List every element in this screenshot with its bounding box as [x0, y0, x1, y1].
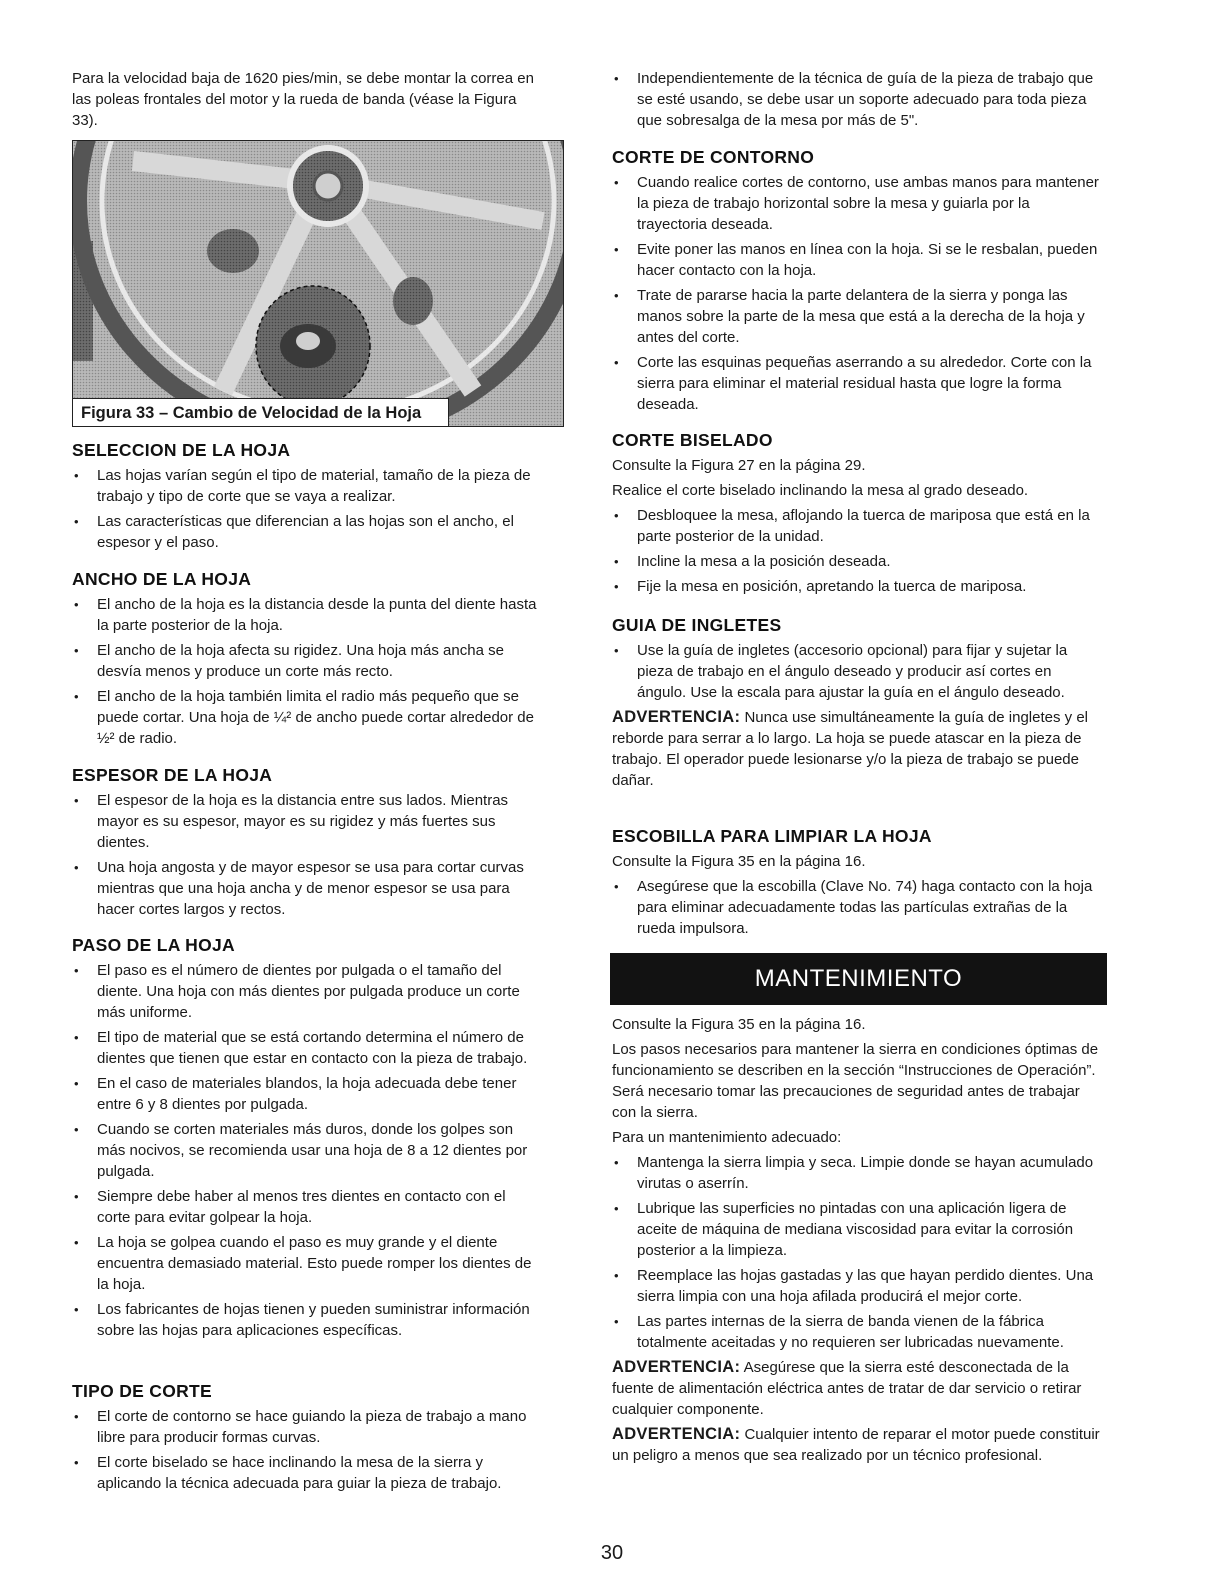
list-item: • Siempre debe haber al menos tres dientes en contacto con el corte para evitar golpear la hoja. — [72, 1186, 542, 1228]
list-item: • Las partes internas de la sierra de banda vienen de la fábrica totalmente aceitadas y no requieren ser lubricadas nuevamente. — [612, 1311, 1102, 1353]
heading-ingletes: GUIA DE INGLETES — [612, 615, 782, 635]
list-item: • El ancho de la hoja es la distancia desde la punta del diente hasta la parte posterior de la hoja. — [72, 594, 542, 636]
heading-escobilla: ESCOBILLA PARA LIMPIAR LA HOJA — [612, 826, 932, 846]
mantenimiento-lead: Para un mantenimiento adecuado: — [612, 1129, 842, 1146]
heading-seleccion: SELECCION DE LA HOJA — [72, 440, 291, 460]
section-contorno — [612, 146, 1102, 419]
list-item: • Corte las esquinas pequeñas aserrando a su alrededor. Corte con la sierra para eliminar el material residual hasta que logre la forma deseada. — [612, 352, 1102, 415]
list-item: • Evite poner las manos en línea con la hoja. Si se le resbalan, pueden hacer contacto con la hoja. — [612, 239, 1102, 281]
mantenimiento-intro: Los pasos necesarios para mantener la sierra en condiciones óptimas de funcionamiento se describen en la sección “Instrucciones de Operación”. Será necesario tomar las precauciones de seguridad antes de trabajar con la sierra. — [612, 1041, 1099, 1121]
biselado-ref: Consulte la Figura 27 en la página 29. — [612, 457, 866, 474]
list-item: • En el caso de materiales blandos, la hoja adecuada debe tener entre 6 y 8 dientes por pulgada. — [72, 1073, 542, 1115]
section-tipo — [72, 1380, 542, 1498]
heading-biselado: CORTE BISELADO — [612, 430, 773, 450]
list-item: • El espesor de la hoja es la distancia entre sus lados. Mientras mayor es su espesor, mayor es su rigidez y más fuertes sus dientes. — [72, 790, 542, 853]
page-number: 30 — [600, 1542, 624, 1564]
list-item: • Una hoja angosta y de mayor espesor se usa para cortar curvas mientras que una hoja ancha y de menor espesor se usa para hacer cortes largos y rectos. — [72, 857, 542, 920]
section-seleccion — [72, 439, 542, 557]
list-item: • La hoja se golpea cuando el paso es muy grande y el diente encuentra demasiado material. Esto puede romper los dientes de la hoja. — [72, 1232, 542, 1295]
warning-text: Nunca use simultáneamente la guía de ingletes y el reborde para serrar a lo largo. La hoja se puede atascar en la pieza de trabajo. El operador puede lesionarse y/o la pieza de trabajo se puede dañar. — [612, 709, 1088, 789]
intro-text: Para la velocidad baja de 1620 pies/min, se debe montar la correa en las poleas frontales del motor y la rueda de banda (véase la Figura 33). — [72, 70, 534, 129]
mantenimiento-ref: Consulte la Figura 35 en la página 16. — [612, 1016, 866, 1033]
figure-caption: Figura 33 – Cambio de Velocidad de la Hoja — [73, 398, 449, 426]
list-item: • El ancho de la hoja también limita el radio más pequeño que se puede cortar. Una hoja de ¼² de ancho puede cortar alrededor de ½² de radio. — [72, 686, 542, 749]
list-item: • Cuando realice cortes de contorno, use ambas manos para mantener la pieza de trabajo horizontal sobre la mesa y guiarla por la trayectoria deseada. — [612, 172, 1102, 235]
list-item: • Use la guía de ingletes (accesorio opcional) para fijar y sujetar la pieza de trabajo en el ángulo deseado y producir así cortes en ángulo. Use la escala para ajustar la guía en el ángulo deseado. — [612, 640, 1102, 703]
heading-espesor: ESPESOR DE LA HOJA — [72, 765, 273, 785]
section-mantenimiento — [612, 1014, 1102, 1466]
list-item: • Incline la mesa a la posición deseada. — [612, 551, 1102, 572]
list-item: • Los fabricantes de hojas tienen y pueden suministrar información sobre las hojas para aplicaciones específicas. — [72, 1299, 542, 1341]
heading-contorno: CORTE DE CONTORNO — [612, 147, 815, 167]
list-item: • Reemplace las hojas gastadas y las que hayan perdido dientes. Una sierra limpia con una hoja afilada producirá el mejor corte. — [612, 1265, 1102, 1307]
warning-label: ADVERTENCIA: — [612, 1358, 741, 1376]
list-item: • Asegúrese que la escobilla (Clave No. 74) haga contacto con la hoja para eliminar adecuadamente todas las partículas extrañas de la rueda impulsora. — [612, 876, 1102, 939]
list-item: • El tipo de material que se está cortando determina el número de dientes que tienen que estar en contacto con la pieza de trabajo. — [72, 1027, 542, 1069]
section-paso — [72, 934, 542, 1345]
section-espesor — [72, 764, 542, 924]
list-item: • Desbloquee la mesa, aflojando la tuerca de mariposa que está en la parte posterior de la unidad. — [612, 505, 1102, 547]
heading-tipo: TIPO DE CORTE — [72, 1381, 213, 1401]
list-item: • Las hojas varían según el tipo de material, tamaño de la pieza de trabajo y tipo de corte que se vaya a realizar. — [72, 465, 542, 507]
list-item: • Independientemente de la técnica de guía de la pieza de trabajo que se esté usando, se debe usar un soporte adecuado para toda pieza que sobresalga de la mesa por más de 5". — [612, 68, 1102, 131]
section-right-top — [612, 68, 1102, 135]
biselado-intro: Realice el corte biselado inclinando la mesa al grado deseado. — [612, 482, 1029, 499]
section-ingletes — [612, 614, 1102, 791]
escobilla-ref: Consulte la Figura 35 en la página 16. — [612, 853, 866, 870]
intro-paragraph — [72, 68, 542, 131]
list-item: • Trate de pararse hacia la parte delantera de la sierra y ponga las manos sobre la parte de la mesa que está a la derecha de la hoja y antes del corte. — [612, 285, 1102, 348]
mantenimiento-banner: MANTENIMIENTO — [610, 953, 1107, 1005]
section-biselado — [612, 429, 1102, 601]
list-item: • Lubrique las superficies no pintadas con una aplicación ligera de aceite de máquina de mediana viscosidad para evitar la corrosión posterior a la limpieza. — [612, 1198, 1102, 1261]
list-item: • Las características que diferencian a las hojas son el ancho, el espesor y el paso. — [72, 511, 542, 553]
warning-label: ADVERTENCIA: — [612, 1425, 741, 1443]
figure-33 — [72, 140, 564, 427]
ingletes-warning — [612, 707, 1102, 791]
list-item: • Cuando se corten materiales más duros, donde los golpes son más nocivos, se recomienda usar una hoja de 8 a 12 dientes por pulgada. — [72, 1119, 542, 1182]
warning-text: Cualquier intento de reparar el motor puede constituir un peligro a menos que sea realizado por un técnico profesional. — [612, 1426, 1100, 1464]
list-item: • Mantenga la sierra limpia y seca. Limpie donde se hayan acumulado virutas o aserrín. — [612, 1152, 1102, 1194]
section-escobilla — [612, 825, 1102, 943]
mantenimiento-warning-1 — [612, 1357, 1102, 1420]
heading-ancho: ANCHO DE LA HOJA — [72, 569, 252, 589]
bandsaw-wheel-illustration — [73, 141, 564, 427]
list-item: • El corte biselado se hace inclinando la mesa de la sierra y aplicando la técnica adecuada para guiar la pieza de trabajo. — [72, 1452, 542, 1494]
warning-text: Asegúrese que la sierra esté desconectada de la fuente de alimentación eléctrica antes de tratar de dar servicio o retirar cualquier componente. — [612, 1359, 1082, 1418]
list-item: • El paso es el número de dientes por pulgada o el tamaño del diente. Una hoja con más dientes por pulgada produce un corte más uniforme. — [72, 960, 542, 1023]
list-item: • El ancho de la hoja afecta su rigidez. Una hoja más ancha se desvía menos y produce un corte más recto. — [72, 640, 542, 682]
list-item: • Fije la mesa en posición, apretando la tuerca de mariposa. — [612, 576, 1102, 597]
mantenimiento-warning-2 — [612, 1424, 1102, 1466]
section-ancho — [72, 568, 542, 753]
list-item: • El corte de contorno se hace guiando la pieza de trabajo a mano libre para producir formas curvas. — [72, 1406, 542, 1448]
warning-label: ADVERTENCIA: — [612, 708, 741, 726]
heading-paso: PASO DE LA HOJA — [72, 935, 235, 955]
